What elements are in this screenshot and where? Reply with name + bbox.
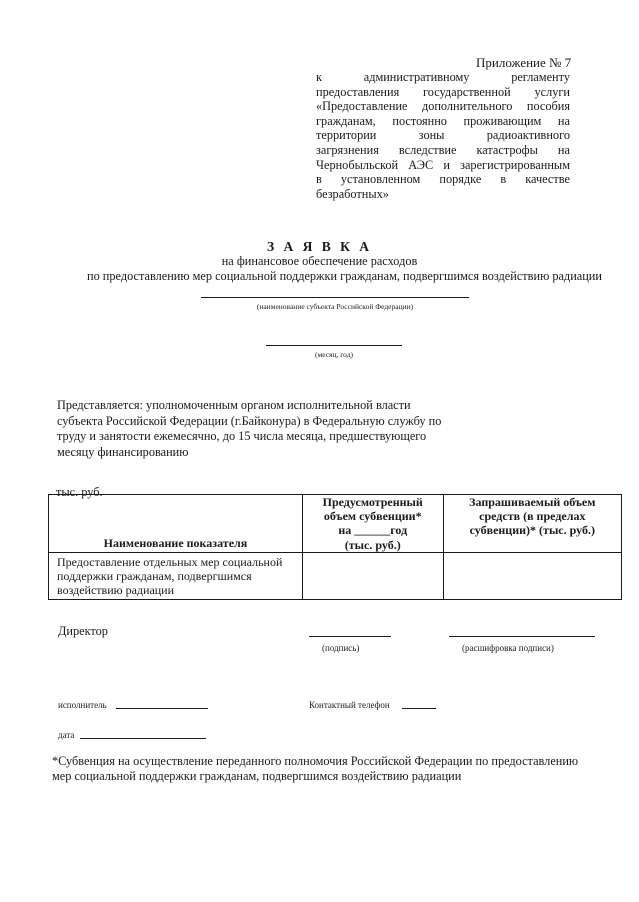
row-indicator-name: Предоставление отдельных мер социальной поддержки гражданам, подвергшимся воздействию радиации: [49, 552, 303, 600]
table-header-row: [49, 495, 622, 553]
period-blank-line[interactable]: [266, 345, 402, 346]
document-subtitle-2: по предоставлению мер социальной поддержки гражданам, подвергшимся воздействию радиации: [87, 269, 602, 283]
request-table: [48, 494, 622, 600]
annex-line: территории зоны радиоактивного: [316, 128, 570, 143]
header-indicator-name: Наименование показателя: [49, 495, 303, 553]
period-caption: (месяц, год): [314, 350, 354, 359]
intro-line: субъекта Российской Федерации (г.Байконура) в Федеральную службу по: [57, 413, 442, 428]
decode-blank-line[interactable]: [449, 636, 595, 637]
date-blank-line[interactable]: [80, 738, 206, 739]
footnote-line: *Субвенция на осуществление переданного полномочия Российской Федерации по предоставлению: [52, 754, 579, 768]
annex-last-line: безработных»: [316, 186, 389, 201]
intro-line: труду и занятости ежемесячно, до 15 числа месяца, предшествующего: [57, 429, 427, 443]
signature-blank-line[interactable]: [309, 636, 391, 637]
decode-caption: (расшифровка подписи): [462, 643, 554, 653]
annex-line: «Предоставление дополнительного пособия: [316, 99, 570, 114]
subject-caption: (наименование субъекта Российской Федерации): [256, 302, 414, 311]
signature-caption: (подпись): [322, 643, 360, 653]
annex-line: в установленном порядке в качестве: [316, 172, 570, 187]
table-row: [49, 552, 622, 600]
annex-number: Приложение № 7: [476, 55, 572, 70]
subject-blank-line[interactable]: [201, 297, 469, 298]
row-requested-cell[interactable]: [443, 552, 621, 600]
executor-label: исполнитель: [58, 700, 107, 710]
footnote-line: мер социальной поддержки гражданам, подвергшимся воздействию радиации: [52, 768, 462, 783]
annex-line: гражданам, постоянно проживающим на: [316, 113, 570, 128]
row-planned-cell[interactable]: [302, 552, 443, 600]
date-label: дата: [58, 730, 75, 740]
header-requested-amount: Запрашиваемый объем средств (в пределах субвенции)* (тыс. руб.): [443, 495, 621, 553]
intro-paragraph: [57, 398, 442, 460]
director-label: Директор: [58, 624, 108, 638]
annex-line: предоставления государственной услуги: [316, 84, 570, 99]
intro-line: месяцу финансированию: [57, 444, 189, 459]
intro-line: Представляется: уполномоченным органом исполнительной власти: [57, 398, 411, 412]
document-title: З А Я В К А: [266, 239, 373, 254]
phone-blank-line[interactable]: [402, 708, 436, 709]
annex-line: к административному регламенту: [316, 70, 570, 84]
executor-blank-line[interactable]: [116, 708, 208, 709]
annex-line: Чернобыльской АЭС и зарегистрированным: [316, 157, 570, 172]
annex-text: [316, 70, 570, 201]
document-subtitle-1: на финансовое обеспечение расходов: [221, 254, 418, 268]
units-label: тыс. руб.: [56, 485, 103, 499]
footnote: [52, 754, 622, 783]
phone-label: Контактный телефон: [309, 700, 390, 710]
header-planned-subvention: Предусмотренный объем субвенции* на ______год (тыс. руб.): [302, 495, 443, 553]
annex-line: загрязнения вследствие катастрофы на: [316, 142, 570, 157]
